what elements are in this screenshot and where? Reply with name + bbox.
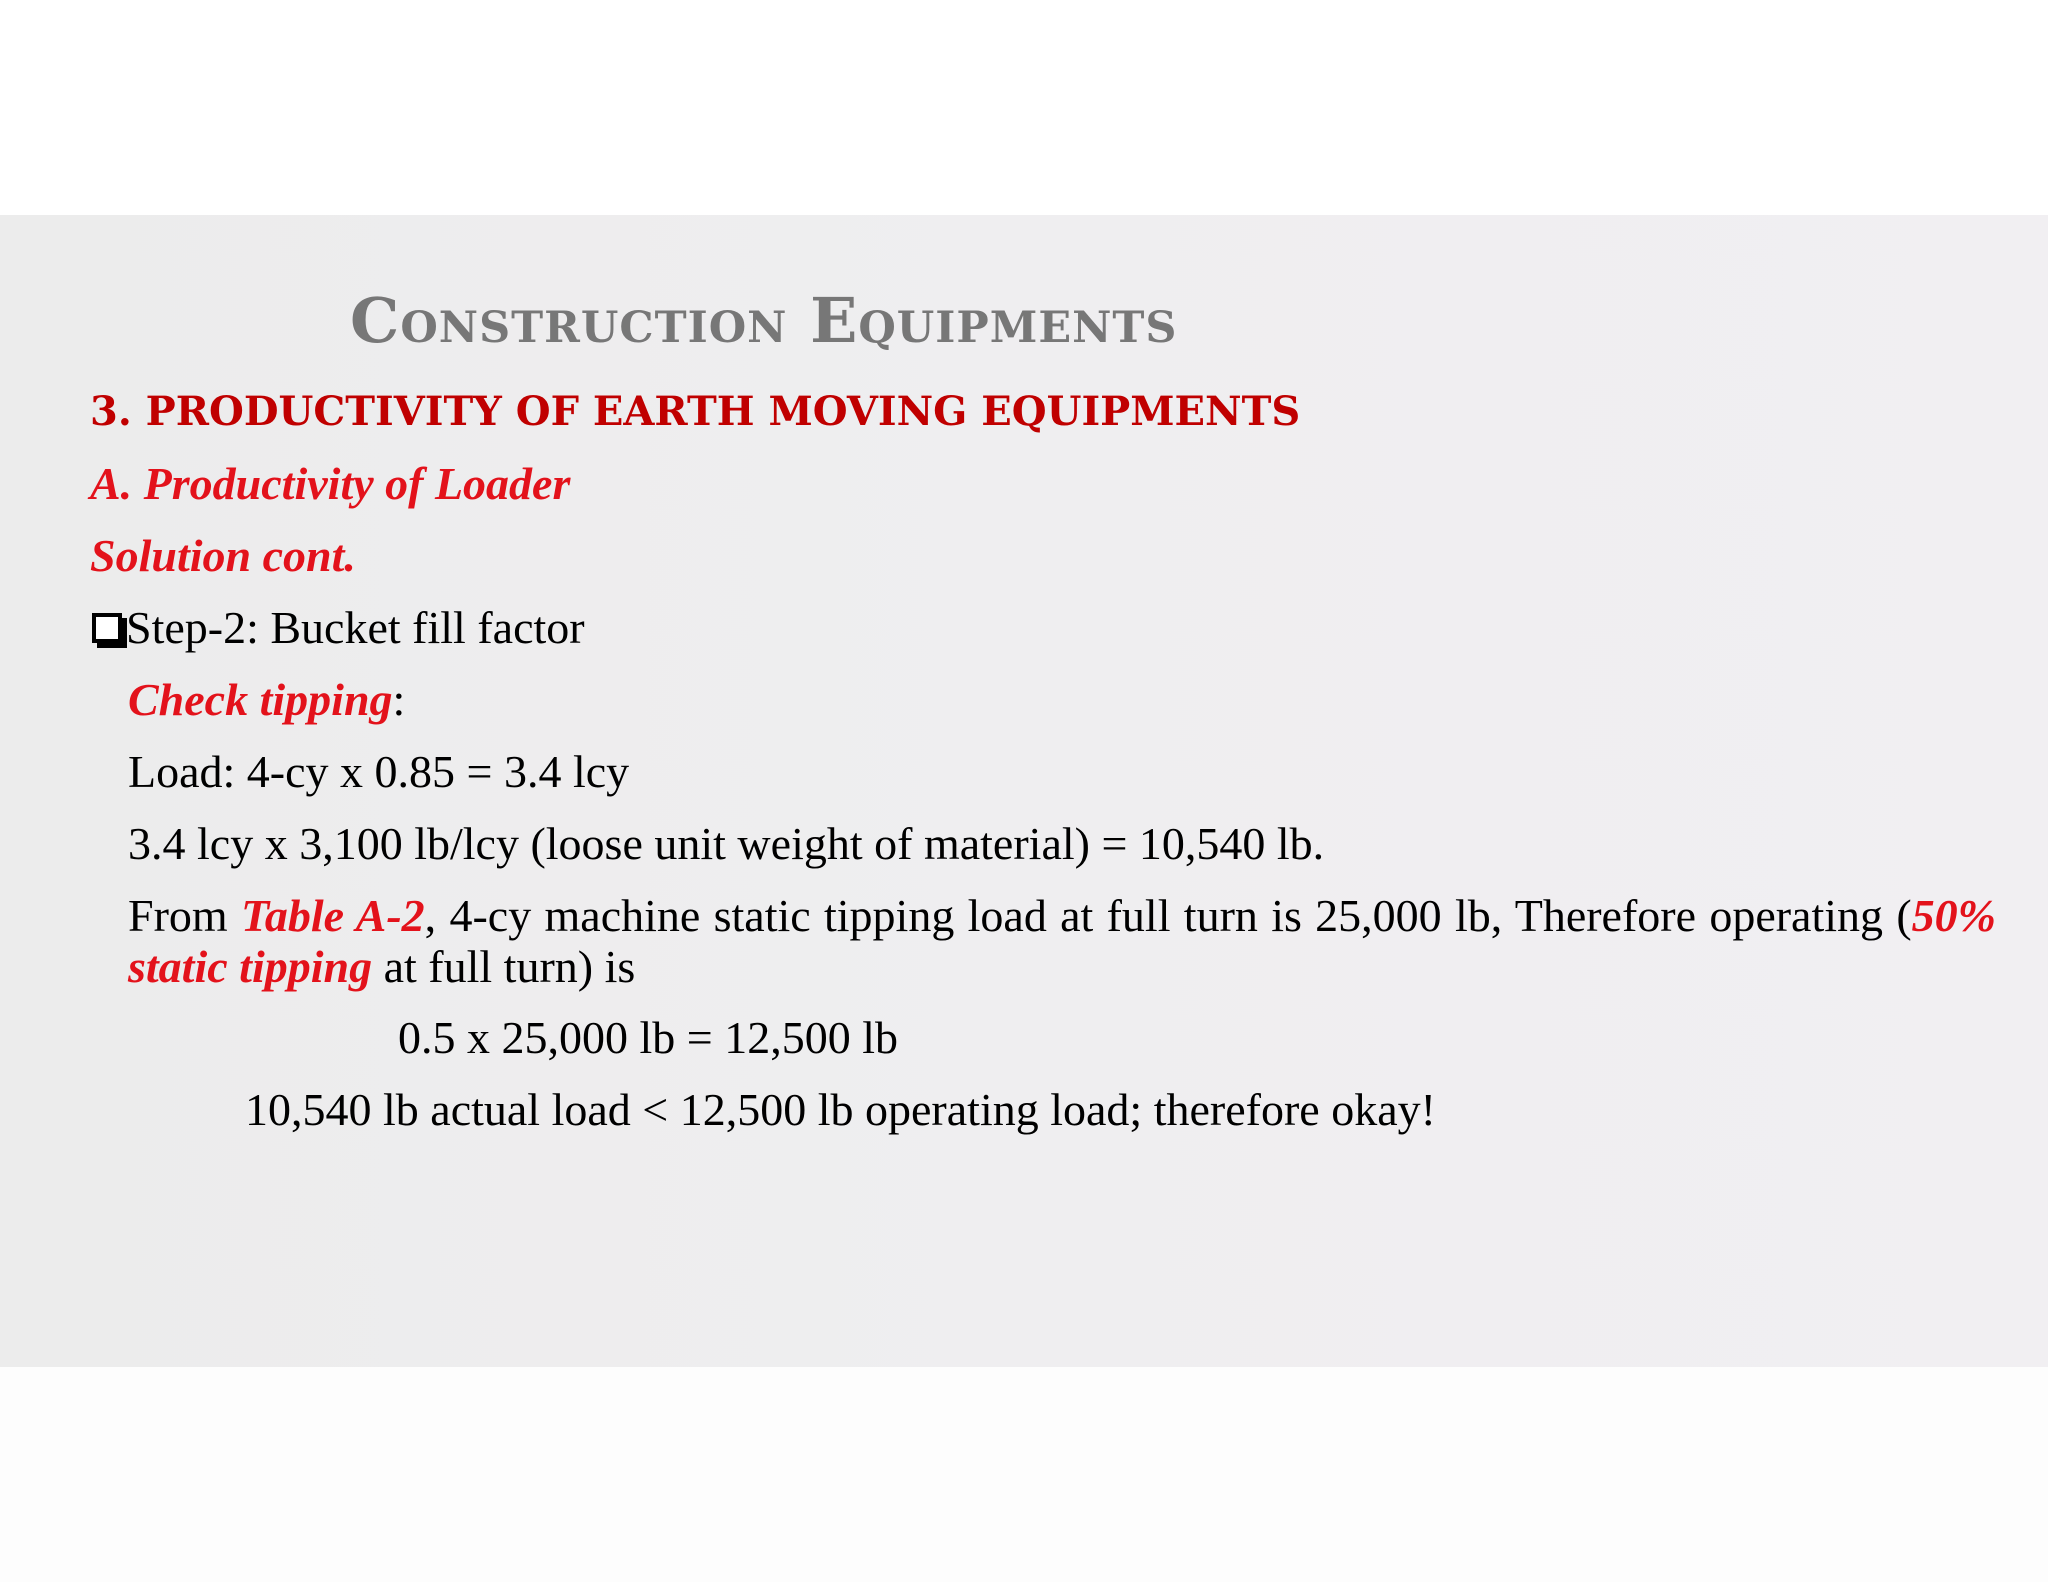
check-tipping-colon: : xyxy=(392,674,406,725)
step-line xyxy=(92,603,585,654)
calc-line: 0.5 x 25,000 lb = 12,500 lb xyxy=(398,1012,899,1063)
slide-title: Construction Equipments xyxy=(350,284,1178,357)
step-label: Step-2: Bucket fill factor xyxy=(126,602,585,653)
static-tipping-emphasis: 50% static tipping xyxy=(128,890,1996,992)
checkbox-bullet-icon xyxy=(92,613,122,643)
bottom-band xyxy=(0,1367,2048,1582)
check-tipping-line xyxy=(128,675,405,726)
load-line: Load: 4-cy x 0.85 = 3.4 lcy xyxy=(128,746,630,797)
paragraph-part3: at full turn) is xyxy=(372,941,636,992)
paragraph-part2: , 4-cy machine static tipping load at full turn is 25,000 lb, Therefore operating ( xyxy=(424,890,1912,941)
conclusion-line: 10,540 lb actual load < 12,500 lb operating load; therefore okay! xyxy=(245,1084,1436,1135)
section-heading: 3. PRODUCTIVITY OF EARTH MOVING EQUIPMENTS xyxy=(90,388,1301,435)
solution-label: Solution cont. xyxy=(90,530,356,581)
tipping-paragraph xyxy=(128,890,1996,992)
weight-line: 3.4 lcy x 3,100 lb/lcy (loose unit weight of material) = 10,540 lb. xyxy=(128,818,1325,869)
paragraph-part1: From xyxy=(128,890,241,941)
check-tipping-label: Check tipping xyxy=(128,674,393,725)
subheading-loader: A. Productivity of Loader xyxy=(90,458,571,509)
table-reference: Table A-2 xyxy=(240,890,425,941)
